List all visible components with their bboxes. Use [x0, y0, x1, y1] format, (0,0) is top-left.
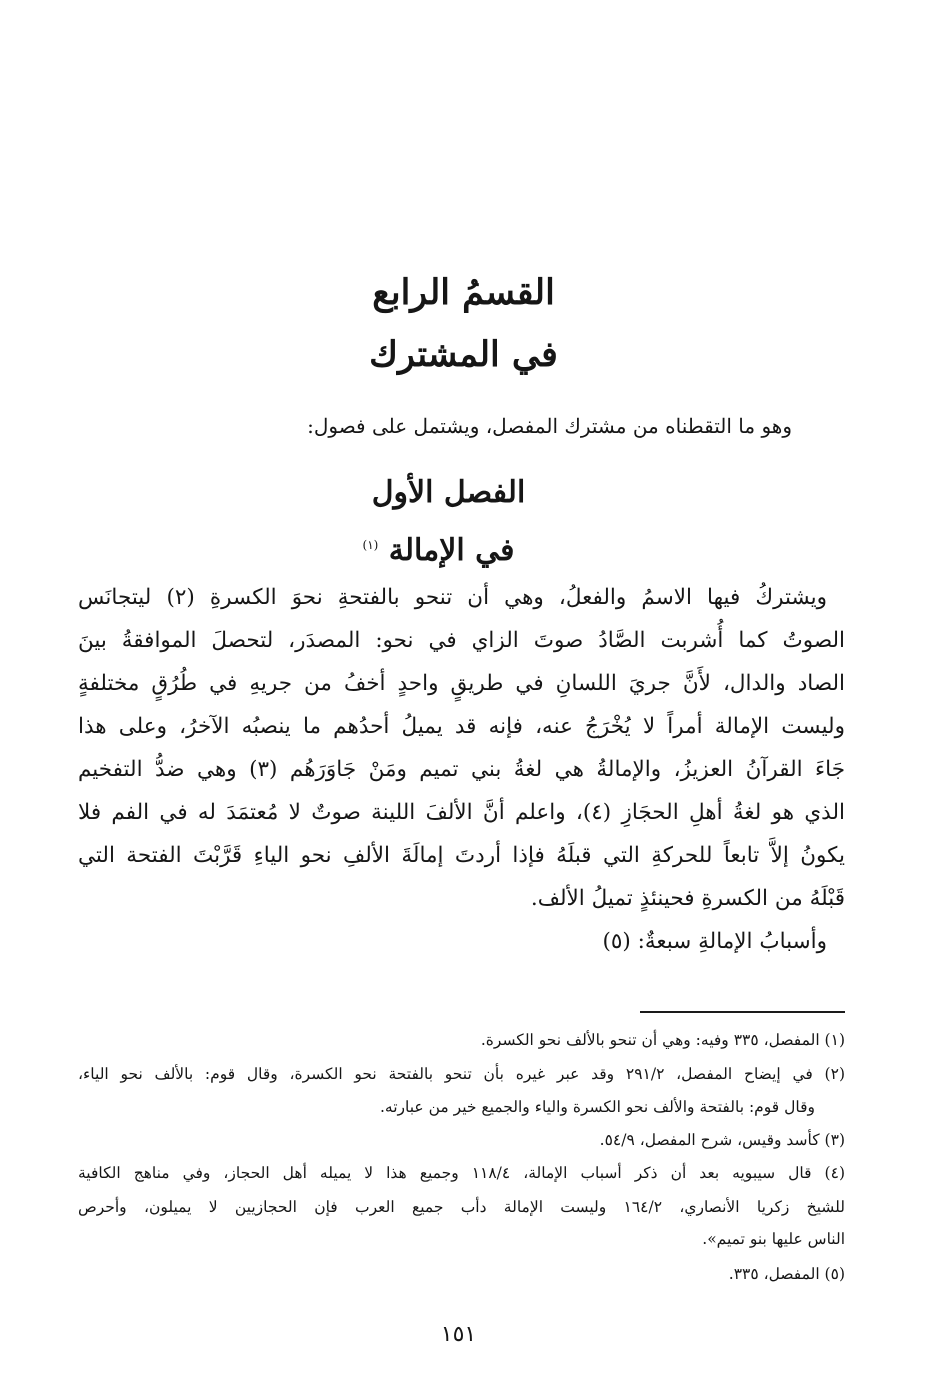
footnote: (١) المفصل، ٣٣٥ وفيه: وهي أن تنحو بالألف نحو الكسرة.	[480, 1031, 845, 1049]
footnote: (٥) المفصل، ٣٣٥.	[728, 1265, 845, 1283]
footnote-ref: (١)	[362, 538, 379, 552]
body-line: ويشتركُ فيها الاسمُ والفعلُ، وهي أن تنحو بالفتحةِ نحوَ الكسرةِ (٢) ليتجانَس	[78, 585, 827, 610]
body-line: قَبْلَهُ من الكسرةِ فحينئذٍ تميلُ الألف.	[530, 886, 845, 911]
chapter-subtitle: في الإمالة	[388, 533, 515, 568]
body-line: يكونُ إلاَّ تابعاً للحركةِ التي قبلَهُ فإذا أردتَ إمالَةَ الألفِ نحو الياءِ قَرَّبْتَ الفتحة التي	[78, 843, 845, 868]
section-intro: وهو ما التقطناه من مشترك المفصل، ويشتمل على فصول:	[307, 414, 792, 438]
body-line: وليست الإمالة أمراً لا يُخْرَجُ عنه، فإنه قد يميلُ أحدُهم ما ينصبُه الآخرُ، وعلى هذا	[78, 714, 845, 739]
body-line: الصاد والدال، لأَنَّ جريَ اللسانِ في طريقٍ واحدٍ أخفُ من جريهِ في طُرُقٍ مختلفةٍ	[78, 671, 845, 696]
causes-line: وأسبابُ الإمالةِ سبعةٌ: (٥)	[602, 929, 827, 954]
section-subtitle: في المشترك	[369, 334, 558, 375]
footnote: (٢) في إيضاح المفصل، ٢٩١/٢ وقد عبر غيره بأن تنحو بالفتحة نحو الكسرة، وقال قوم: بالألف نحو الياء،	[78, 1065, 845, 1083]
footnote-continuation: الناس عليها بنو تميم».	[702, 1230, 845, 1248]
footnote: (٣) كأسد وقيس، شرح المفصل، ٥٤/٩.	[599, 1131, 845, 1149]
footnote-continuation: للشيخ زكريا الأنصاري، ١٦٤/٢ وليست الإمالة دأب جميع العرب فإن الحجازيين لا يميلون، وأحرص	[78, 1198, 845, 1216]
body-line: الصوتُ كما أُشربت الصَّادُ صوتَ الزاي في نحو: المصدَر، لتحصلَ الموافقةُ بينَ	[78, 628, 845, 653]
footnote-separator	[640, 1011, 845, 1013]
chapter-title: الفصل الأول	[371, 475, 526, 510]
body-line: جَاءَ القرآنُ العزيزُ، والإمالةُ هي لغةُ بني تميم ومَنْ جَاوَرَهُم (٣) وهي ضدُّ التفخيم	[78, 757, 846, 782]
body-line: الذي هو لغةُ أهلِ الحجَازِ (٤)، واعلم أنَّ الألفَ اللينة صوتٌ لا مُعتمَدَ له في الفم فلا	[78, 800, 845, 825]
footnote-continuation: وقال قوم: بالفتحة والألف نحو الكسرة والياء والجميع خير من عبارته.	[380, 1098, 815, 1116]
footnote: (٤) قال سيبويه بعد أن ذكر أسباب الإمالة، ١١٨/٤ وجميع هذا لا يميله أهل الحجاز، وفي مناهج الكافية	[78, 1164, 845, 1182]
chapter-subtitle-wrap	[0, 522, 937, 574]
section-title: القسمُ الرابع	[372, 272, 555, 313]
page-number: ١٥١	[440, 1322, 477, 1347]
